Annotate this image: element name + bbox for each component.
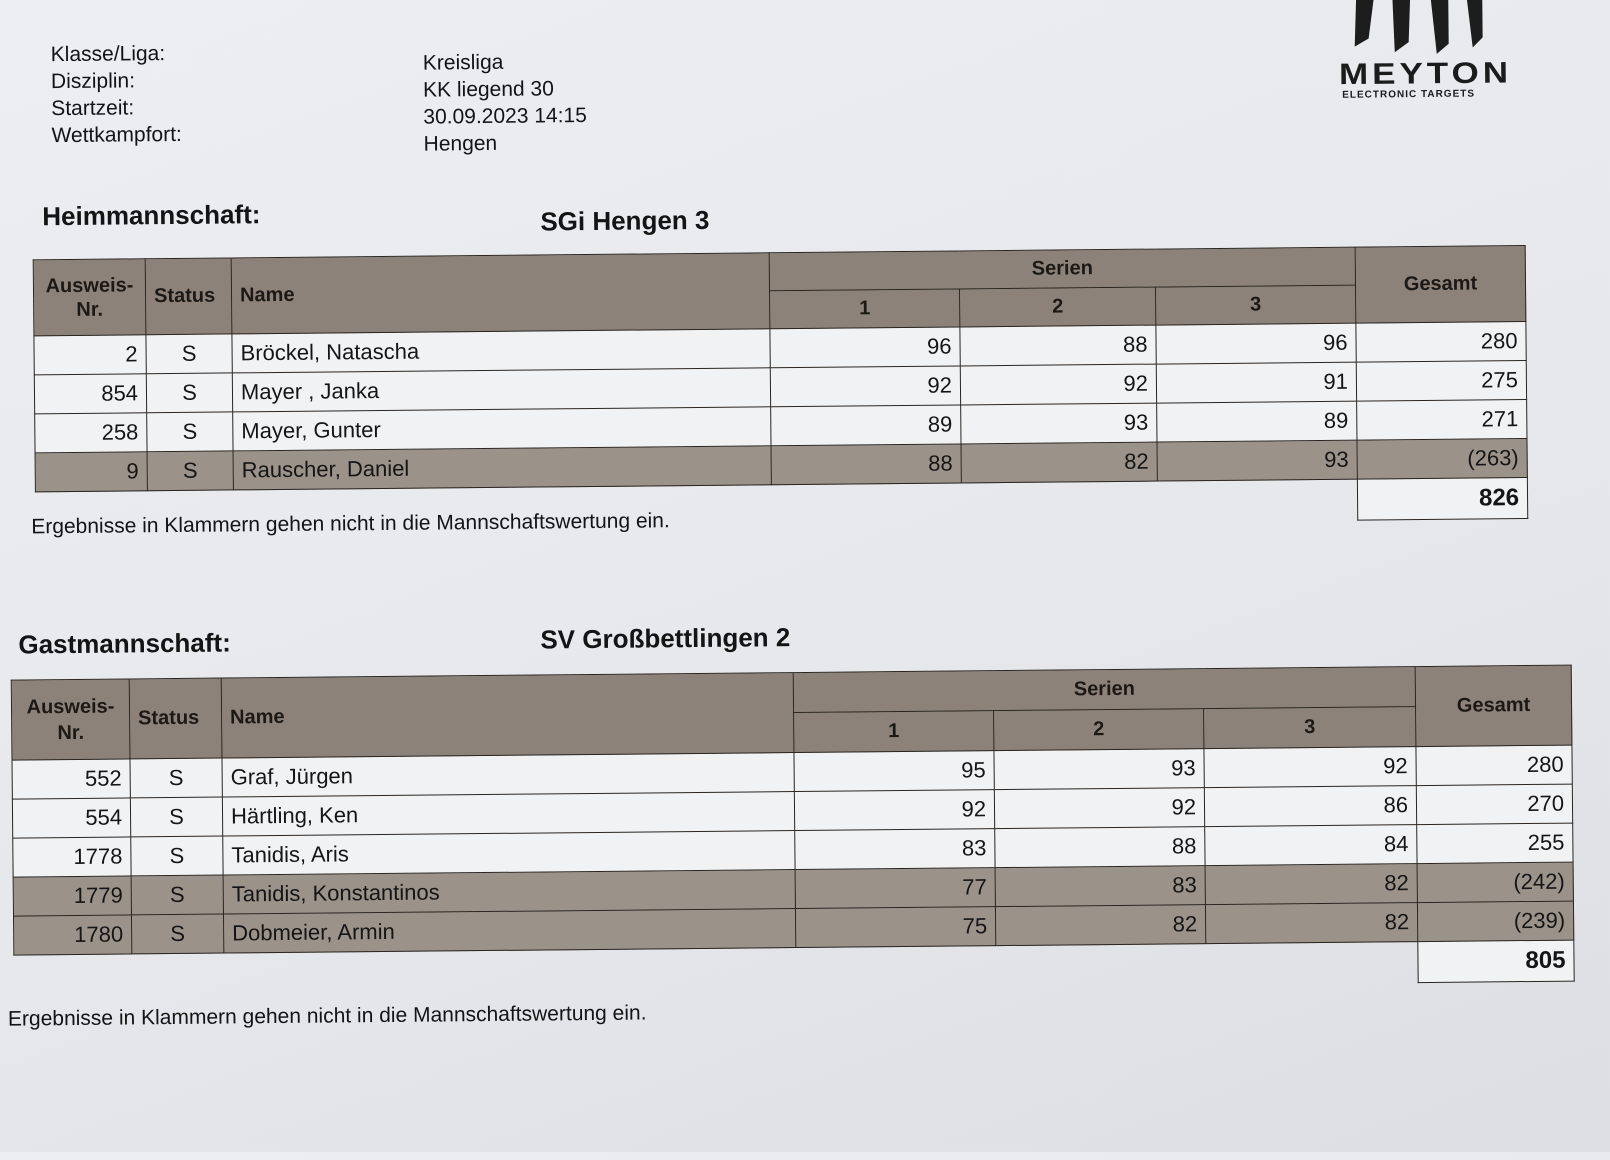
cell-serie-2: 88 xyxy=(960,325,1156,366)
cell-gesamt: (263) xyxy=(1357,439,1527,480)
cell-serie-2: 92 xyxy=(994,788,1204,829)
value-league: Kreisliga xyxy=(422,50,504,75)
home-note: Ergebnisse in Klammern gehen nicht in die Mannschaftswertung ein. xyxy=(31,509,670,539)
cell-serie-3: 92 xyxy=(1204,747,1416,788)
label-venue: Wettkampfort: xyxy=(51,122,182,148)
cell-ausweis-nr: 258 xyxy=(35,413,147,453)
guest-team-total: 805 xyxy=(1418,940,1574,982)
cell-ausweis-nr: 554 xyxy=(12,798,130,838)
col-gesamt: Gesamt xyxy=(1415,665,1572,746)
col-serie-3: 3 xyxy=(1204,707,1416,749)
value-venue: Hengen xyxy=(423,131,498,156)
home-rows xyxy=(34,322,1527,492)
cell-name: Bröckel, Natascha xyxy=(232,329,770,373)
cell-serie-1: 77 xyxy=(795,868,995,909)
col-serie-2: 2 xyxy=(960,287,1156,327)
col-status: Status xyxy=(129,678,222,759)
cell-serie-1: 75 xyxy=(795,907,995,948)
cell-ausweis-nr: 9 xyxy=(35,452,147,492)
col-ausweis: Ausweis- Nr. xyxy=(11,679,130,760)
cell-gesamt: 255 xyxy=(1417,823,1573,863)
col-serie-2: 2 xyxy=(994,709,1204,751)
cell-gesamt: 271 xyxy=(1357,400,1527,441)
label-league: Klasse/Liga: xyxy=(50,42,166,67)
cell-gesamt: (242) xyxy=(1417,862,1573,902)
cell-serie-2: 93 xyxy=(961,403,1157,444)
cell-serie-2: 92 xyxy=(960,364,1156,405)
cell-ausweis-nr: 2 xyxy=(34,335,146,375)
guest-team-label: Gastmannschaft: xyxy=(18,627,231,660)
cell-serie-2: 82 xyxy=(995,905,1205,946)
cell-serie-3: 96 xyxy=(1156,323,1356,364)
cell-serie-1: 83 xyxy=(795,829,995,870)
logo-stripes-icon xyxy=(1348,0,1489,57)
match-info-labels xyxy=(51,40,182,149)
cell-serie-2: 93 xyxy=(994,749,1204,790)
cell-name: Tanidis, Aris xyxy=(223,831,795,875)
label-discipline: Disziplin: xyxy=(50,69,136,94)
guest-note: Ergebnisse in Klammern gehen nicht in die Mannschaftswertung ein. xyxy=(7,1001,647,1031)
cell-serie-3: 82 xyxy=(1205,864,1417,905)
cell-name: Rauscher, Daniel xyxy=(233,446,771,490)
logo-brand: MEYTON xyxy=(1338,56,1513,91)
cell-serie-3: 82 xyxy=(1205,903,1417,944)
cell-gesamt: 275 xyxy=(1356,361,1526,402)
col-serie-1: 1 xyxy=(770,289,960,329)
col-name: Name xyxy=(221,673,794,758)
cell-serie-3: 86 xyxy=(1204,786,1416,827)
cell-status: S xyxy=(147,451,233,491)
guest-results-table xyxy=(11,665,1575,997)
cell-serie-2: 82 xyxy=(961,442,1157,483)
col-serien: Serien xyxy=(793,667,1415,713)
cell-serie-1: 92 xyxy=(770,366,960,407)
cell-serie-3: 84 xyxy=(1205,825,1417,866)
meyton-logo xyxy=(1332,0,1513,105)
cell-status: S xyxy=(131,875,223,915)
cell-name: Mayer, Gunter xyxy=(233,407,771,451)
cell-gesamt: 270 xyxy=(1416,784,1572,824)
cell-serie-1: 95 xyxy=(794,751,994,792)
cell-gesamt: 280 xyxy=(1356,322,1526,363)
logo-tagline: ELECTRONIC TARGETS xyxy=(1342,88,1476,101)
cell-status: S xyxy=(131,836,223,876)
cell-ausweis-nr: 854 xyxy=(34,374,146,414)
col-gesamt: Gesamt xyxy=(1355,246,1526,324)
col-serien: Serien xyxy=(769,247,1355,291)
cell-status: S xyxy=(146,334,232,374)
col-ausweis: Ausweis- Nr. xyxy=(33,259,146,336)
cell-serie-1: 96 xyxy=(770,327,960,368)
col-serie-1: 1 xyxy=(794,711,994,753)
cell-serie-2: 83 xyxy=(995,866,1205,907)
cell-ausweis-nr: 552 xyxy=(12,759,130,799)
cell-gesamt: (239) xyxy=(1417,901,1573,941)
cell-serie-1: 89 xyxy=(771,405,961,446)
cell-serie-3: 89 xyxy=(1157,401,1357,442)
cell-name: Härtling, Ken xyxy=(222,792,794,836)
cell-name: Dobmeier, Armin xyxy=(223,909,795,953)
cell-serie-1: 88 xyxy=(771,444,961,485)
value-discipline: KK liegend 30 xyxy=(422,77,554,102)
home-results-table xyxy=(33,245,1529,533)
cell-name: Mayer , Janka xyxy=(232,368,770,412)
guest-rows xyxy=(12,745,1574,955)
cell-status: S xyxy=(130,797,222,837)
guest-team-name: SV Großbettlingen 2 xyxy=(540,622,791,655)
col-serie-3: 3 xyxy=(1156,285,1356,325)
value-start-time: 30.09.2023 14:15 xyxy=(423,104,587,129)
match-info-values xyxy=(423,48,588,158)
home-team-label: Heimmannschaft: xyxy=(42,199,261,232)
cell-gesamt: 280 xyxy=(1416,745,1572,785)
cell-name: Tanidis, Konstantinos xyxy=(223,870,795,914)
cell-serie-1: 92 xyxy=(794,790,994,831)
cell-name: Graf, Jürgen xyxy=(222,753,794,797)
col-status: Status xyxy=(145,258,232,335)
label-start-time: Startzeit: xyxy=(51,96,135,121)
home-team-name: SGi Hengen 3 xyxy=(540,204,710,237)
cell-serie-2: 88 xyxy=(995,827,1205,868)
cell-status: S xyxy=(131,914,223,954)
cell-status: S xyxy=(147,412,233,452)
home-team-total: 826 xyxy=(1357,478,1527,521)
cell-ausweis-nr: 1778 xyxy=(13,837,131,877)
col-name: Name xyxy=(231,253,770,334)
cell-ausweis-nr: 1779 xyxy=(13,876,131,916)
cell-ausweis-nr: 1780 xyxy=(13,915,131,955)
cell-serie-3: 91 xyxy=(1156,362,1356,403)
cell-status: S xyxy=(130,758,222,798)
cell-serie-3: 93 xyxy=(1157,440,1357,481)
cell-status: S xyxy=(146,373,232,413)
